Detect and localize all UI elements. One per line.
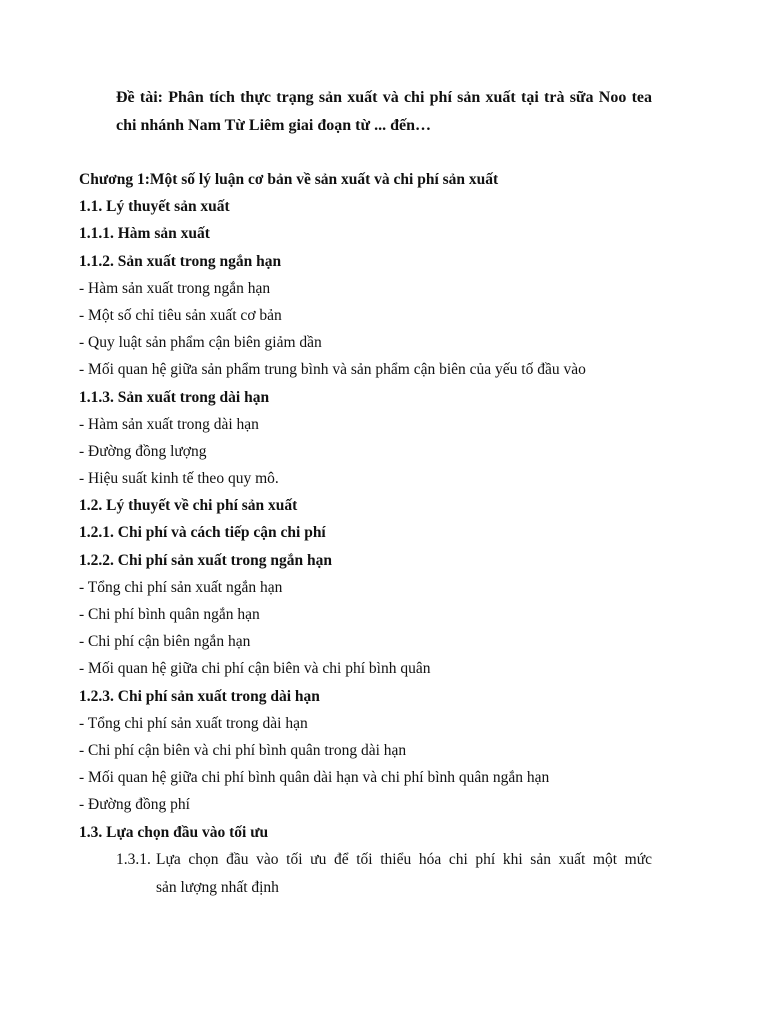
outline-bullet: - Hiệu suất kinh tế theo quy mô.: [79, 470, 279, 488]
outline-bullet: - Đường đồng lượng: [79, 442, 207, 460]
outline-bullet: - Một số chỉ tiêu sản xuất cơ bản: [79, 306, 282, 324]
outline-bullet: - Chi phí cận biên ngắn hạn: [79, 633, 251, 651]
outline-heading: 1.2. Lý thuyết về chi phí sản xuất: [79, 497, 298, 515]
outline-item-line-1: [116, 846, 652, 874]
outline-bullet: - Chi phí bình quân ngắn hạn: [79, 606, 260, 623]
outline-heading: 1.1.3. Sản xuất trong dài hạn: [79, 388, 270, 406]
outline-bullet: - Mối quan hệ giữa chi phí cận biên và chi phí bình quân: [79, 660, 431, 678]
outline-bullet: - Tổng chi phí sản xuất trong dài hạn: [79, 714, 308, 732]
outline-item-1-3-1: [116, 846, 652, 902]
outline-bullet: - Hàm sản xuất trong dài hạn: [79, 415, 259, 433]
outline-heading: 1.1.2. Sản xuất trong ngắn hạn: [79, 252, 282, 270]
outline-heading: 1.2.1. Chi phí và cách tiếp cận chi phí: [79, 524, 326, 542]
outline-heading: 1.2.2. Chi phí sản xuất trong ngắn hạn: [79, 551, 332, 569]
outline-heading: Chương 1:Một số lý luận cơ bản về sản xuất và chi phí sản xuất: [79, 171, 499, 188]
outline-bullet: - Mối quan hệ giữa chi phí bình quân dài hạn và chi phí bình quân ngắn hạn: [79, 769, 550, 787]
outline-bullet: - Chi phí cận biên và chi phí bình quân trong dài hạn: [79, 741, 407, 759]
outline-item-text: Lựa chọn đầu vào tối ưu để tối thiểu hóa chi phí khi sản xuất một mức: [156, 851, 652, 868]
outline-bullet: - Mối quan hệ giữa sản phẩm trung bình và sản phẩm cận biên của yếu tố đầu vào: [79, 361, 586, 379]
outline-item-number: 1.3.1.: [116, 851, 151, 868]
outline-bullet: - Quy luật sản phẩm cận biên giảm dần: [79, 334, 322, 352]
outline-bullet: - Đường đồng phí: [79, 796, 190, 814]
document-title: Đề tài: Phân tích thực trạng sản xuất và chi phí sản xuất tại trà sữa Noo tea chi nhánh Nam Từ Liêm giai đoạn từ ... đến…: [116, 89, 652, 134]
outline-bullet: - Tổng chi phí sản xuất ngắn hạn: [79, 578, 283, 596]
outline-heading: 1.3. Lựa chọn đầu vào tối ưu: [79, 823, 269, 841]
outline-list: [79, 166, 679, 846]
outline-heading: 1.1.1. Hàm sản xuất: [79, 225, 210, 243]
outline-bullet: - Hàm sản xuất trong ngắn hạn: [79, 279, 271, 297]
outline-heading: 1.2.3. Chi phí sản xuất trong dài hạn: [79, 687, 320, 705]
outline-item-line-2: sản lượng nhất định: [156, 879, 279, 896]
outline-heading: 1.1. Lý thuyết sản xuất: [79, 198, 230, 216]
